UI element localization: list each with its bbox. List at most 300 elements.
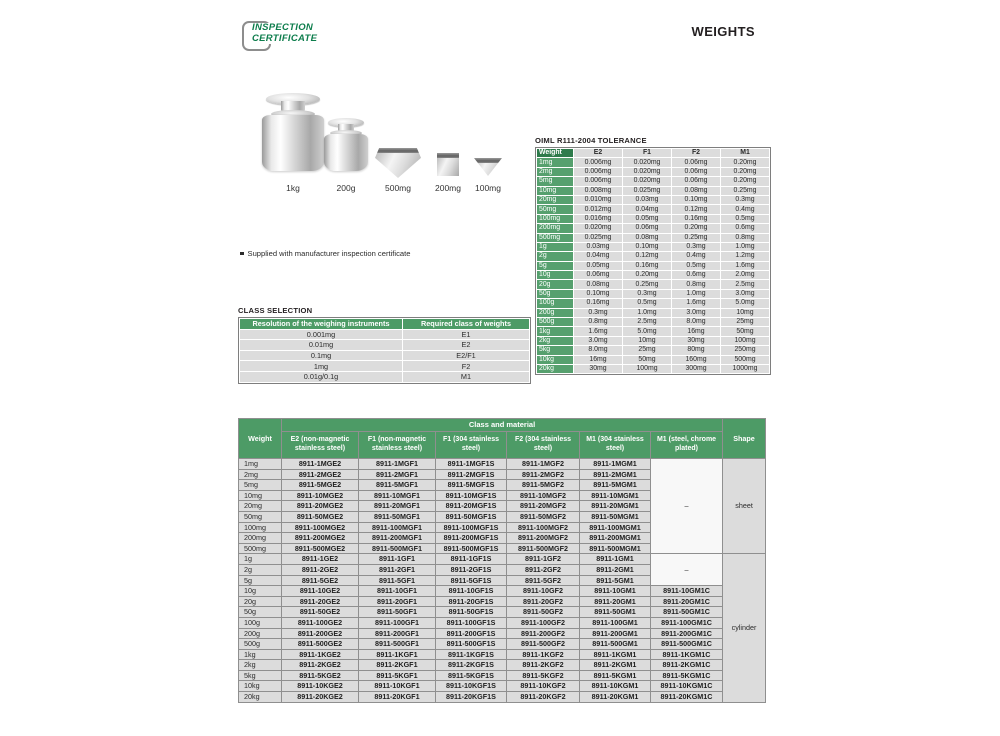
class-selection-row xyxy=(240,372,529,382)
tolerance-value-cell: 0.05mg xyxy=(623,215,671,223)
part-number-cell: 8911-20MGM1 xyxy=(580,501,651,512)
part-number-cell: 8911-2KGM1 xyxy=(580,660,651,671)
part-number-cell: 8911-10MGM1 xyxy=(580,490,651,501)
tolerance-value-cell: 1.2mg xyxy=(721,252,769,260)
tolerance-class-header: F1 xyxy=(623,149,671,157)
part-number-cell: 8911-2MGF2 xyxy=(507,469,580,480)
part-number-cell: 8911-1MGM1 xyxy=(580,459,651,470)
tolerance-row xyxy=(537,290,769,298)
tolerance-value-cell: 1.6mg xyxy=(672,299,720,307)
catalog-weight-cell: 1g xyxy=(239,554,282,565)
class-selection-title: CLASS SELECTION xyxy=(238,306,313,315)
page-title: WEIGHTS xyxy=(691,24,755,39)
tolerance-value-cell: 0.10mg xyxy=(574,290,622,298)
tolerance-row xyxy=(537,168,769,176)
part-number-cell: 8911-1GF1 xyxy=(359,554,436,565)
part-number-cell: 8911-20GF2 xyxy=(507,596,580,607)
tolerance-value-cell: 160mg xyxy=(672,356,720,364)
catalog-weight-header: Weight xyxy=(239,419,282,459)
tolerance-value-cell: 10mg xyxy=(721,309,769,317)
tolerance-title: OIML R111-2004 TOLERANCE xyxy=(535,136,647,145)
tolerance-value-cell: 0.006mg xyxy=(574,158,622,166)
weight-image-label: 500mg xyxy=(385,183,411,193)
catalog-weight-cell: 20mg xyxy=(239,501,282,512)
part-number-cell: 8911-1GE2 xyxy=(282,554,359,565)
catalog-group-header-row xyxy=(239,419,766,432)
tolerance-weight-cell: 200mg xyxy=(537,224,573,232)
tolerance-row xyxy=(537,234,769,242)
tolerance-row xyxy=(537,224,769,232)
tolerance-row xyxy=(537,327,769,335)
tolerance-weight-cell: 2mg xyxy=(537,168,573,176)
tolerance-value-cell: 0.025mg xyxy=(574,234,622,242)
part-number-cell: 8911-20GF1S xyxy=(436,596,507,607)
tolerance-weight-header: Weight xyxy=(537,149,573,157)
catalog-weight-cell: 2kg xyxy=(239,660,282,671)
part-number-cell: 8911-10KGE2 xyxy=(282,681,359,692)
part-number-cell: 8911-10KGF1S xyxy=(436,681,507,692)
tolerance-value-cell: 500mg xyxy=(721,356,769,364)
tolerance-row xyxy=(537,356,769,364)
part-number-cell: 8911-20GF1 xyxy=(359,596,436,607)
part-number-cell: 8911-1KGE2 xyxy=(282,649,359,660)
catalog-weight-cell: 100g xyxy=(239,617,282,628)
catalog-weight-cell: 5mg xyxy=(239,480,282,491)
tolerance-row xyxy=(537,337,769,345)
tolerance-value-cell: 8.0mg xyxy=(672,318,720,326)
resolution-cell: 0.001mg xyxy=(240,330,402,340)
part-number-cell: 8911-5KGF1 xyxy=(359,670,436,681)
part-number-cell: 8911-200GF2 xyxy=(507,628,580,639)
weight-1kg-image xyxy=(261,93,325,171)
tolerance-value-cell: 10mg xyxy=(623,337,671,345)
catalog-class-subheader: F1 (non-magnetic stainless steel) xyxy=(359,432,436,459)
catalog-row xyxy=(239,596,766,607)
catalog-weight-cell: 2g xyxy=(239,564,282,575)
required-class-cell: E1 xyxy=(403,330,529,340)
part-number-cell: 8911-1GM1 xyxy=(580,554,651,565)
part-number-cell: 8911-50MGF1S xyxy=(436,511,507,522)
part-number-cell: 8911-1KGM1 xyxy=(580,649,651,660)
tolerance-weight-cell: 10mg xyxy=(537,187,573,195)
part-number-cell: 8911-2MGE2 xyxy=(282,469,359,480)
part-number-cell: 8911-5MGF1S xyxy=(436,480,507,491)
part-number-cell: 8911-10GE2 xyxy=(282,586,359,597)
tolerance-value-cell: 1.0mg xyxy=(623,309,671,317)
part-number-cell: 8911-500MGE2 xyxy=(282,543,359,554)
tolerance-class-header: F2 xyxy=(672,149,720,157)
tolerance-value-cell: 300mg xyxy=(672,365,720,373)
part-number-cell: 8911-20KGM1C xyxy=(651,692,723,703)
catalog-weight-cell: 100mg xyxy=(239,522,282,533)
inspection-certificate-logo xyxy=(242,20,342,50)
tolerance-value-cell: 0.6mg xyxy=(721,224,769,232)
tolerance-value-cell: 0.16mg xyxy=(672,215,720,223)
part-number-cell: 8911-10MGF1S xyxy=(436,490,507,501)
part-number-cell: 8911-2GF2 xyxy=(507,564,580,575)
tolerance-value-cell: 0.008mg xyxy=(574,187,622,195)
part-number-cell: 8911-200MGE2 xyxy=(282,533,359,544)
part-number-cell: 8911-10MGF2 xyxy=(507,490,580,501)
part-number-cell: 8911-5GM1 xyxy=(580,575,651,586)
catalog-section xyxy=(238,418,767,703)
part-number-cell: 8911-10GF2 xyxy=(507,586,580,597)
catalog-weight-cell: 200mg xyxy=(239,533,282,544)
tolerance-value-cell: 0.16mg xyxy=(623,262,671,270)
required-class-cell: M1 xyxy=(403,372,529,382)
part-number-cell: 8911-10KGM1C xyxy=(651,681,723,692)
tolerance-value-cell: 0.16mg xyxy=(574,299,622,307)
class-selection-row xyxy=(240,340,529,350)
part-number-cell: 8911-500GF1 xyxy=(359,639,436,650)
tolerance-value-cell: 25mg xyxy=(623,346,671,354)
resolution-cell: 1mg xyxy=(240,361,402,371)
tolerance-row xyxy=(537,271,769,279)
part-number-cell: 8911-5KGF2 xyxy=(507,670,580,681)
catalog-weight-cell: 50mg xyxy=(239,511,282,522)
catalog-class-subheader: M1 (304 stainless steel) xyxy=(580,432,651,459)
tolerance-value-cell: 0.8mg xyxy=(672,280,720,288)
tolerance-weight-cell: 50g xyxy=(537,290,573,298)
part-number-cell: 8911-20MGE2 xyxy=(282,501,359,512)
part-number-cell: 8911-20KGF1 xyxy=(359,692,436,703)
class-selection-section xyxy=(238,306,526,384)
tolerance-weight-cell: 2g xyxy=(537,252,573,260)
tolerance-row xyxy=(537,299,769,307)
no-product-dash-cell: – xyxy=(651,554,723,586)
part-number-cell: 8911-1MGE2 xyxy=(282,459,359,470)
tolerance-value-cell: 0.6mg xyxy=(672,271,720,279)
part-number-cell: 8911-10MGF1 xyxy=(359,490,436,501)
tolerance-value-cell: 80mg xyxy=(672,346,720,354)
part-number-cell: 8911-1KGF1S xyxy=(436,649,507,660)
part-number-cell: 8911-5KGM1C xyxy=(651,670,723,681)
catalog-weight-cell: 50g xyxy=(239,607,282,618)
part-number-cell: 8911-20GM1 xyxy=(580,596,651,607)
tolerance-value-cell: 0.20mg xyxy=(623,271,671,279)
tolerance-value-cell: 0.25mg xyxy=(721,187,769,195)
weight-image-label: 200g xyxy=(336,183,356,193)
part-number-cell: 8911-1MGF1 xyxy=(359,459,436,470)
tolerance-row xyxy=(537,196,769,204)
tolerance-row xyxy=(537,205,769,213)
tolerance-weight-cell: 20g xyxy=(537,280,573,288)
tolerance-value-cell: 5.0mg xyxy=(623,327,671,335)
part-number-cell: 8911-500GE2 xyxy=(282,639,359,650)
part-number-cell: 8911-100GF1 xyxy=(359,617,436,628)
tolerance-value-cell: 1.0mg xyxy=(721,243,769,251)
part-number-cell: 8911-1MGF1S xyxy=(436,459,507,470)
part-number-cell: 8911-200MGF1S xyxy=(436,533,507,544)
tolerance-section xyxy=(535,136,763,375)
part-number-cell: 8911-2GF1S xyxy=(436,564,507,575)
tolerance-weight-cell: 5g xyxy=(537,262,573,270)
tolerance-value-cell: 0.08mg xyxy=(672,187,720,195)
part-number-cell: 8911-10GM1C xyxy=(651,586,723,597)
tolerance-weight-cell: 500g xyxy=(537,318,573,326)
tolerance-value-cell: 0.3mg xyxy=(672,243,720,251)
note-text: Supplied with manufacturer inspection certificate xyxy=(247,249,411,258)
catalog-weight-cell: 500g xyxy=(239,639,282,650)
tolerance-row xyxy=(537,365,769,373)
part-number-cell: 8911-20MGF2 xyxy=(507,501,580,512)
tolerance-value-cell: 5.0mg xyxy=(721,299,769,307)
part-number-cell: 8911-200MGF1 xyxy=(359,533,436,544)
catalog-weight-cell: 1kg xyxy=(239,649,282,660)
tolerance-weight-cell: 10g xyxy=(537,271,573,279)
catalog-row xyxy=(239,554,766,565)
resolution-cell: 0.01mg xyxy=(240,340,402,350)
tolerance-value-cell: 1.6mg xyxy=(721,262,769,270)
tolerance-value-cell: 0.06mg xyxy=(574,271,622,279)
tolerance-class-header: E2 xyxy=(574,149,622,157)
part-number-cell: 8911-50MGE2 xyxy=(282,511,359,522)
tolerance-value-cell: 0.03mg xyxy=(574,243,622,251)
part-number-cell: 8911-2MGF1 xyxy=(359,469,436,480)
part-number-cell: 8911-200GF1S xyxy=(436,628,507,639)
sheet-body xyxy=(375,153,421,178)
weight-body xyxy=(262,115,324,171)
part-number-cell: 8911-2MGF1S xyxy=(436,469,507,480)
tolerance-value-cell: 0.3mg xyxy=(721,196,769,204)
catalog-subheader-row xyxy=(239,432,766,459)
part-number-cell: 8911-2MGM1 xyxy=(580,469,651,480)
required-class-cell: E2/F1 xyxy=(403,351,529,361)
part-number-cell: 8911-20KGF1S xyxy=(436,692,507,703)
part-number-cell: 8911-500GF2 xyxy=(507,639,580,650)
part-number-cell: 8911-100MGF2 xyxy=(507,522,580,533)
part-number-cell: 8911-2KGF1S xyxy=(436,660,507,671)
tolerance-value-cell: 1.6mg xyxy=(574,327,622,335)
part-number-cell: 8911-100MGM1 xyxy=(580,522,651,533)
tolerance-value-cell: 16mg xyxy=(672,327,720,335)
tolerance-weight-cell: 20kg xyxy=(537,365,573,373)
catalog-weight-cell: 5g xyxy=(239,575,282,586)
tolerance-value-cell: 0.5mg xyxy=(672,262,720,270)
part-number-cell: 8911-100GM1 xyxy=(580,617,651,628)
tolerance-value-cell: 0.020mg xyxy=(623,177,671,185)
part-number-cell: 8911-50GF2 xyxy=(507,607,580,618)
catalog-weight-cell: 5kg xyxy=(239,670,282,681)
tolerance-value-cell: 0.3mg xyxy=(574,309,622,317)
part-number-cell: 8911-50GM1 xyxy=(580,607,651,618)
catalog-row xyxy=(239,617,766,628)
tolerance-header-row xyxy=(537,149,769,157)
catalog-table xyxy=(238,418,766,703)
tolerance-value-cell: 0.020mg xyxy=(623,158,671,166)
catalog-weight-cell: 10g xyxy=(239,586,282,597)
tolerance-value-cell: 0.08mg xyxy=(623,234,671,242)
part-number-cell: 8911-5GF1 xyxy=(359,575,436,586)
catalog-weight-cell: 20g xyxy=(239,596,282,607)
tolerance-weight-cell: 1g xyxy=(537,243,573,251)
part-number-cell: 8911-20MGF1 xyxy=(359,501,436,512)
tolerance-value-cell: 0.20mg xyxy=(721,177,769,185)
part-number-cell: 8911-2KGF1 xyxy=(359,660,436,671)
catalog-weight-cell: 10kg xyxy=(239,681,282,692)
part-number-cell: 8911-1KGM1C xyxy=(651,649,723,660)
weight-image-label: 100mg xyxy=(475,183,501,193)
part-number-cell: 8911-100GM1C xyxy=(651,617,723,628)
tolerance-value-cell: 0.20mg xyxy=(721,168,769,176)
tolerance-value-cell: 1.0mg xyxy=(672,290,720,298)
part-number-cell: 8911-20MGF1S xyxy=(436,501,507,512)
part-number-cell: 8911-100GF1S xyxy=(436,617,507,628)
tolerance-row xyxy=(537,158,769,166)
tolerance-value-cell: 0.020mg xyxy=(574,224,622,232)
part-number-cell: 8911-50GF1S xyxy=(436,607,507,618)
tolerance-value-cell: 0.025mg xyxy=(623,187,671,195)
part-number-cell: 8911-5MGM1 xyxy=(580,480,651,491)
part-number-cell: 8911-5MGF1 xyxy=(359,480,436,491)
tolerance-value-cell: 50mg xyxy=(623,356,671,364)
tolerance-value-cell: 0.5mg xyxy=(721,215,769,223)
tolerance-weight-cell: 5mg xyxy=(537,177,573,185)
part-number-cell: 8911-100MGF1S xyxy=(436,522,507,533)
part-number-cell: 8911-2KGE2 xyxy=(282,660,359,671)
part-number-cell: 8911-500GM1 xyxy=(580,639,651,650)
required-class-cell: F2 xyxy=(403,361,529,371)
tolerance-value-cell: 0.010mg xyxy=(574,196,622,204)
weight-500mg-image xyxy=(375,148,421,178)
shape-cell: cylinder xyxy=(723,554,766,702)
part-number-cell: 8911-10KGM1 xyxy=(580,681,651,692)
tolerance-weight-cell: 5kg xyxy=(537,346,573,354)
part-number-cell: 8911-100MGE2 xyxy=(282,522,359,533)
logo-line2: CERTIFICATE xyxy=(252,32,318,44)
catalog-row xyxy=(239,607,766,618)
catalog-row xyxy=(239,649,766,660)
catalog-row xyxy=(239,681,766,692)
tolerance-row xyxy=(537,262,769,270)
tolerance-row xyxy=(537,177,769,185)
tolerance-value-cell: 0.20mg xyxy=(721,158,769,166)
tolerance-value-cell: 0.03mg xyxy=(623,196,671,204)
tolerance-value-cell: 25mg xyxy=(721,318,769,326)
tolerance-value-cell: 0.10mg xyxy=(672,196,720,204)
class-selection-header-row xyxy=(240,319,529,329)
part-number-cell: 8911-1GF1S xyxy=(436,554,507,565)
part-number-cell: 8911-20KGM1 xyxy=(580,692,651,703)
part-number-cell: 8911-20GE2 xyxy=(282,596,359,607)
class-selection-row xyxy=(240,330,529,340)
catalog-weight-cell: 500mg xyxy=(239,543,282,554)
part-number-cell: 8911-20KGF2 xyxy=(507,692,580,703)
catalog-class-subheader: F1 (304 stainless steel) xyxy=(436,432,507,459)
part-number-cell: 8911-200GF1 xyxy=(359,628,436,639)
tolerance-value-cell: 0.06mg xyxy=(672,168,720,176)
tolerance-weight-cell: 2kg xyxy=(537,337,573,345)
tolerance-value-cell: 30mg xyxy=(672,337,720,345)
weight-image-label: 1kg xyxy=(286,183,300,193)
tolerance-row xyxy=(537,280,769,288)
part-number-cell: 8911-50MGF2 xyxy=(507,511,580,522)
tolerance-row xyxy=(537,215,769,223)
part-number-cell: 8911-200MGM1 xyxy=(580,533,651,544)
catalog-row xyxy=(239,692,766,703)
part-number-cell: 8911-500MGF1S xyxy=(436,543,507,554)
part-number-cell: 8911-50MGF1 xyxy=(359,511,436,522)
resolution-cell: 0.01g/0.1g xyxy=(240,372,402,382)
tolerance-weight-cell: 50mg xyxy=(537,205,573,213)
no-product-dash-cell: – xyxy=(651,459,723,554)
tolerance-value-cell: 2.0mg xyxy=(721,271,769,279)
part-number-cell: 8911-500MGM1 xyxy=(580,543,651,554)
sheet-body xyxy=(437,158,459,176)
catalog-weight-cell: 200g xyxy=(239,628,282,639)
part-number-cell: 8911-10MGE2 xyxy=(282,490,359,501)
tolerance-value-cell: 0.8mg xyxy=(721,234,769,242)
tolerance-value-cell: 0.12mg xyxy=(672,205,720,213)
catalog-class-subheader: E2 (non-magnetic stainless steel) xyxy=(282,432,359,459)
part-number-cell: 8911-5KGF1S xyxy=(436,670,507,681)
part-number-cell: 8911-5GF2 xyxy=(507,575,580,586)
tolerance-value-cell: 8.0mg xyxy=(574,346,622,354)
part-number-cell: 8911-2GM1 xyxy=(580,564,651,575)
product-images xyxy=(250,90,520,200)
tolerance-value-cell: 100mg xyxy=(721,337,769,345)
tolerance-value-cell: 250mg xyxy=(721,346,769,354)
part-number-cell: 8911-200GM1C xyxy=(651,628,723,639)
catalog-class-subheader: F2 (304 stainless steel) xyxy=(507,432,580,459)
part-number-cell: 8911-200GE2 xyxy=(282,628,359,639)
part-number-cell: 8911-10GF1 xyxy=(359,586,436,597)
weight-100mg-image xyxy=(474,158,502,176)
tolerance-value-cell: 0.4mg xyxy=(672,252,720,260)
part-number-cell: 8911-5GE2 xyxy=(282,575,359,586)
tolerance-value-cell: 30mg xyxy=(574,365,622,373)
tolerance-row xyxy=(537,243,769,251)
catalog-class-material-header: Class and material xyxy=(282,419,723,432)
certificate-note xyxy=(240,249,410,258)
part-number-cell: 8911-100MGF1 xyxy=(359,522,436,533)
sheet-body xyxy=(474,163,502,176)
tolerance-value-cell: 0.3mg xyxy=(623,290,671,298)
part-number-cell: 8911-10KGF2 xyxy=(507,681,580,692)
tolerance-value-cell: 0.5mg xyxy=(623,299,671,307)
catalog-weight-cell: 10mg xyxy=(239,490,282,501)
part-number-cell: 8911-50GF1 xyxy=(359,607,436,618)
catalog-row xyxy=(239,459,766,470)
logo-line1: INSPECTION xyxy=(252,22,314,33)
tolerance-weight-cell: 100g xyxy=(537,299,573,307)
part-number-cell: 8911-10GF1S xyxy=(436,586,507,597)
tolerance-row xyxy=(537,252,769,260)
tolerance-value-cell: 3.0mg xyxy=(721,290,769,298)
catalog-class-subheader: M1 (steel, chrome plated) xyxy=(651,432,723,459)
part-number-cell: 8911-1GF2 xyxy=(507,554,580,565)
tolerance-value-cell: 0.006mg xyxy=(574,168,622,176)
tolerance-value-cell: 0.10mg xyxy=(623,243,671,251)
catalog-weight-cell: 1mg xyxy=(239,459,282,470)
part-number-cell: 8911-1KGF1 xyxy=(359,649,436,660)
part-number-cell: 8911-200GM1 xyxy=(580,628,651,639)
tolerance-value-cell: 0.05mg xyxy=(574,262,622,270)
part-number-cell: 8911-100GF2 xyxy=(507,617,580,628)
part-number-cell: 8911-5MGF2 xyxy=(507,480,580,491)
tolerance-weight-cell: 500mg xyxy=(537,234,573,242)
tolerance-value-cell: 0.006mg xyxy=(574,177,622,185)
part-number-cell: 8911-5MGE2 xyxy=(282,480,359,491)
part-number-cell: 8911-5KGM1 xyxy=(580,670,651,681)
catalog-shape-header: Shape xyxy=(723,419,766,459)
part-number-cell: 8911-500GF1S xyxy=(436,639,507,650)
class-selection-header: Resolution of the weighing instruments xyxy=(240,319,402,329)
tolerance-value-cell: 0.06mg xyxy=(672,158,720,166)
part-number-cell: 8911-2KGF2 xyxy=(507,660,580,671)
part-number-cell: 8911-20KGE2 xyxy=(282,692,359,703)
part-number-cell: 8911-1MGF2 xyxy=(507,459,580,470)
